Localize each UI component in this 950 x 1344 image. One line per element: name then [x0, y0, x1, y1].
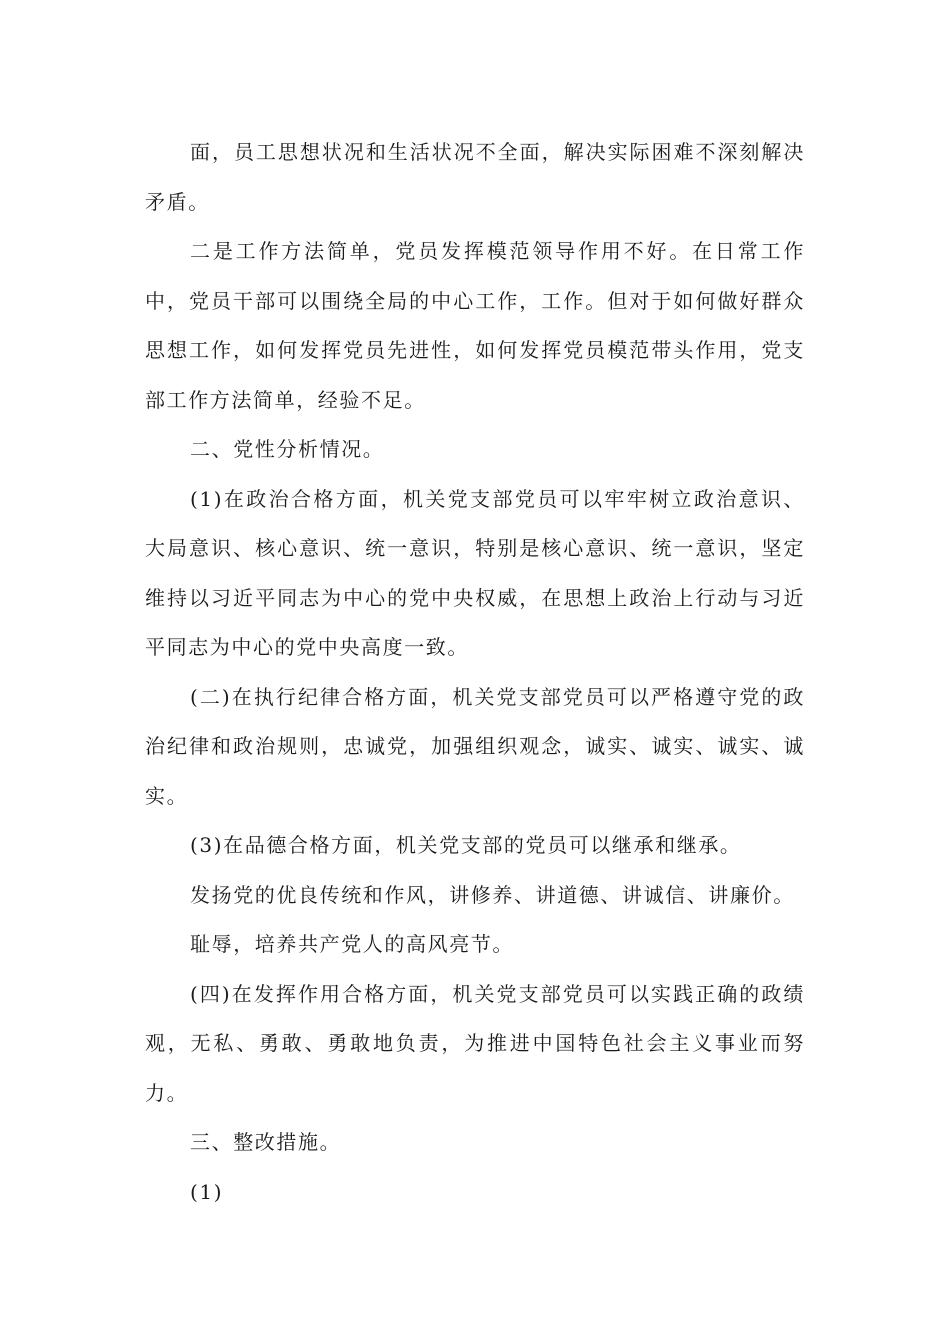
paragraph-item-1: (1)	[190, 1179, 224, 1204]
paragraph-morality: (3)在品德合格方面，机关党支部的党员可以继承和继承。	[190, 833, 742, 857]
paragraph-political: (1)在政治合格方面，机关党支部党员可以牢牢树立政治意识、大局意识、核心意识、统一意识，特别是核心意识、统一意识，坚定维持以习近平同志为中心的党中央权威，在思想上政治上行动与习近平同志为中心的党中央高度一致。	[145, 486, 805, 659]
paragraph-discipline: (二)在执行纪律合格方面，机关党支部党员可以严格遵守党的政治纪律和政治规则，忠诚党，加强组织观念，诚实、诚实、诚实、诚实。	[145, 684, 805, 808]
document-body	[145, 128, 805, 1217]
paragraph-shame: 耻辱，培养共产党人的高风亮节。	[190, 932, 514, 956]
paragraph-work-method: 二是工作方法简单，党员发挥模范领导作用不好。在日常工作中，党员干部可以围绕全局的中心工作，工作。但对于如何做好群众思想工作，如何发挥党员先进性，如何发挥党员模范带头作用，党支部工作方法简单，经验不足。	[145, 239, 805, 412]
paragraph-role: (四)在发挥作用合格方面，机关党支部党员可以实践正确的政绩观，无私、勇敢、勇敢地负责，为推进中国特色社会主义事业而努力。	[145, 981, 805, 1105]
section-heading-party-analysis: 二、党性分析情况。	[190, 437, 385, 461]
section-heading-rectification: 三、整改措施。	[190, 1130, 342, 1154]
paragraph-tradition: 发扬党的优良传统和作风，讲修养、讲道德、讲诚信、讲廉价。	[190, 882, 795, 907]
paragraph-continuation: 面，员工思想状况和生活状况不全面，解决实际困难不深刻解决矛盾。	[145, 140, 805, 214]
